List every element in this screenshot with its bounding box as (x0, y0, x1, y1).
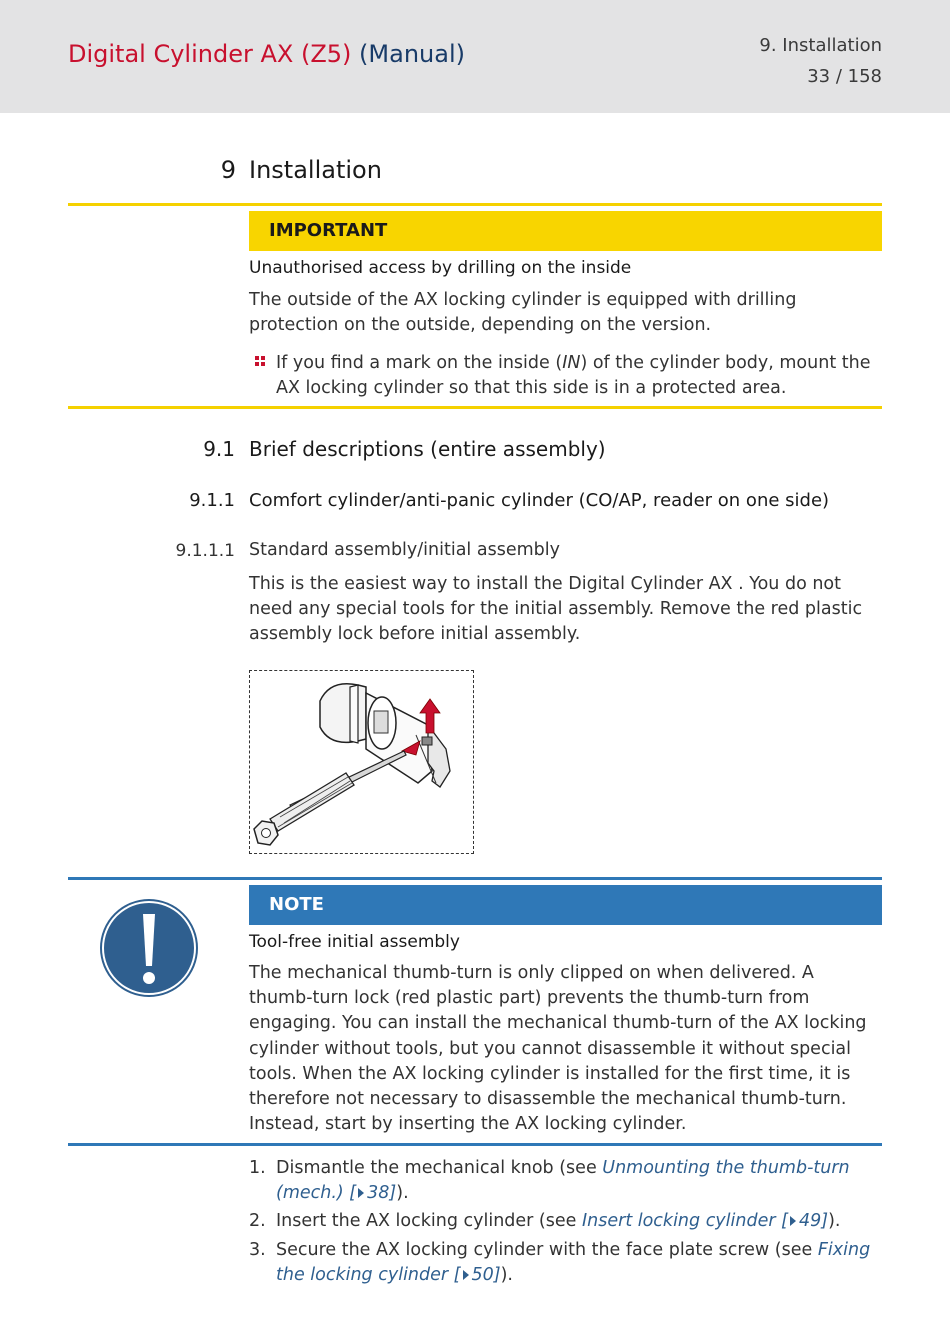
important-bullet-text (276, 351, 882, 401)
subsubsection-number: 9.1.1 (189, 490, 235, 511)
step-text-end: ). (500, 1264, 513, 1285)
triangle-right-icon (463, 1270, 469, 1280)
step-text: Insert the AX locking cylinder (see (276, 1211, 582, 1232)
note-banner: NOTE (249, 885, 882, 925)
important-top-rule (68, 203, 882, 206)
paragraph-title: Standard assembly/initial assembly (249, 540, 560, 560)
paragraph-number: 9.1.1.1 (175, 541, 235, 561)
step-number: 2. (249, 1211, 266, 1232)
step-link-text: Insert locking cylinder [ (581, 1211, 788, 1232)
step-text: Dismantle the mechanical knob (see (276, 1158, 603, 1178)
exclamation-circle-shape (99, 898, 199, 998)
bullet-text-start: If you find a mark on the inside ( (276, 353, 563, 373)
step-link-bracket: ] (821, 1211, 829, 1232)
important-bottom-rule (68, 406, 882, 409)
step-text-end: ). (396, 1183, 409, 1204)
bullet-text-end: ) of the cylinder body, mount the AX locking cylinder so that this side is in a protected area. (276, 353, 871, 399)
document-title-type: (Manual) (359, 40, 465, 68)
cylinder-screwdriver-drawing (250, 671, 472, 852)
list-item (249, 1238, 882, 1288)
step-text: Secure the AX locking cylinder with the face plate screw (see (276, 1239, 818, 1260)
triangle-right-icon (358, 1188, 364, 1198)
chapter-label: 9. Installation (759, 35, 882, 56)
exclamation-circle-icon (99, 898, 199, 998)
subsection-number: 9.1 (203, 437, 235, 461)
note-heading: Tool-free initial assembly (249, 932, 460, 952)
list-item (249, 1156, 882, 1206)
important-banner: IMPORTANT (249, 211, 882, 251)
paragraph-text: This is the easiest way to install the Digital Cylinder AX . You do not need any special tools for the initial assembly. Remove the red plastic assembly lock before initial assembly. (249, 574, 863, 645)
step-link-text: Unmounting the thumb-turn (mech.) [ (276, 1158, 850, 1204)
section-number: 9 (220, 156, 236, 184)
assembly-illustration (249, 670, 474, 854)
page-header (0, 0, 950, 113)
step-link-text: Fixing the locking cylinder [ (276, 1239, 871, 1285)
step-number: 1. (249, 1158, 266, 1178)
note-top-rule (68, 877, 882, 880)
list-item (249, 1209, 882, 1234)
step-link-page: 49 (798, 1211, 822, 1232)
step-link-page: 50 (471, 1264, 494, 1285)
subsubsection-title: Comfort cylinder/anti-panic cylinder (CO/AP, reader on one side) (249, 490, 830, 511)
step-text-end: ). (828, 1211, 841, 1232)
step-link-page: 38 (367, 1183, 390, 1204)
triangle-right-icon (790, 1216, 796, 1226)
important-heading: Unauthorised access by drilling on the inside (249, 258, 632, 278)
document-title-product: Digital Cylinder AX (Z5) (68, 40, 352, 68)
step-link-bracket: ] (389, 1183, 397, 1204)
subsection-title: Brief descriptions (entire assembly) (249, 437, 606, 461)
document-title (68, 40, 465, 68)
red-square-bullet-icon (255, 356, 266, 367)
note-text: The mechanical thumb-turn is only clipped on when delivered. A thumb-turn lock (red plastic part) prevents the thumb-turn from engaging. You can install the mechanical thumb-turn of the AX locking cylinder without tools, but you cannot disassemble it without special tools. When the AX locking cylinder is installed for the first time, it is therefore not necessary to disassemble the mechanical thumb-turn. Instead, start by inserting the AX locking cylinder. (249, 963, 867, 1135)
page-number: 33 / 158 (807, 66, 882, 87)
important-text: The outside of the AX locking cylinder is equipped with drilling protection on the outside, depending on the version. (249, 290, 797, 336)
step-link[interactable] (582, 1211, 828, 1231)
note-bottom-rule (68, 1143, 882, 1146)
bullet-text-mark: IN (562, 353, 581, 373)
step-list (249, 1156, 882, 1291)
step-link-bracket: ] (493, 1264, 501, 1285)
header-meta (759, 30, 882, 92)
step-number: 3. (249, 1239, 266, 1260)
section-title: Installation (249, 156, 382, 184)
